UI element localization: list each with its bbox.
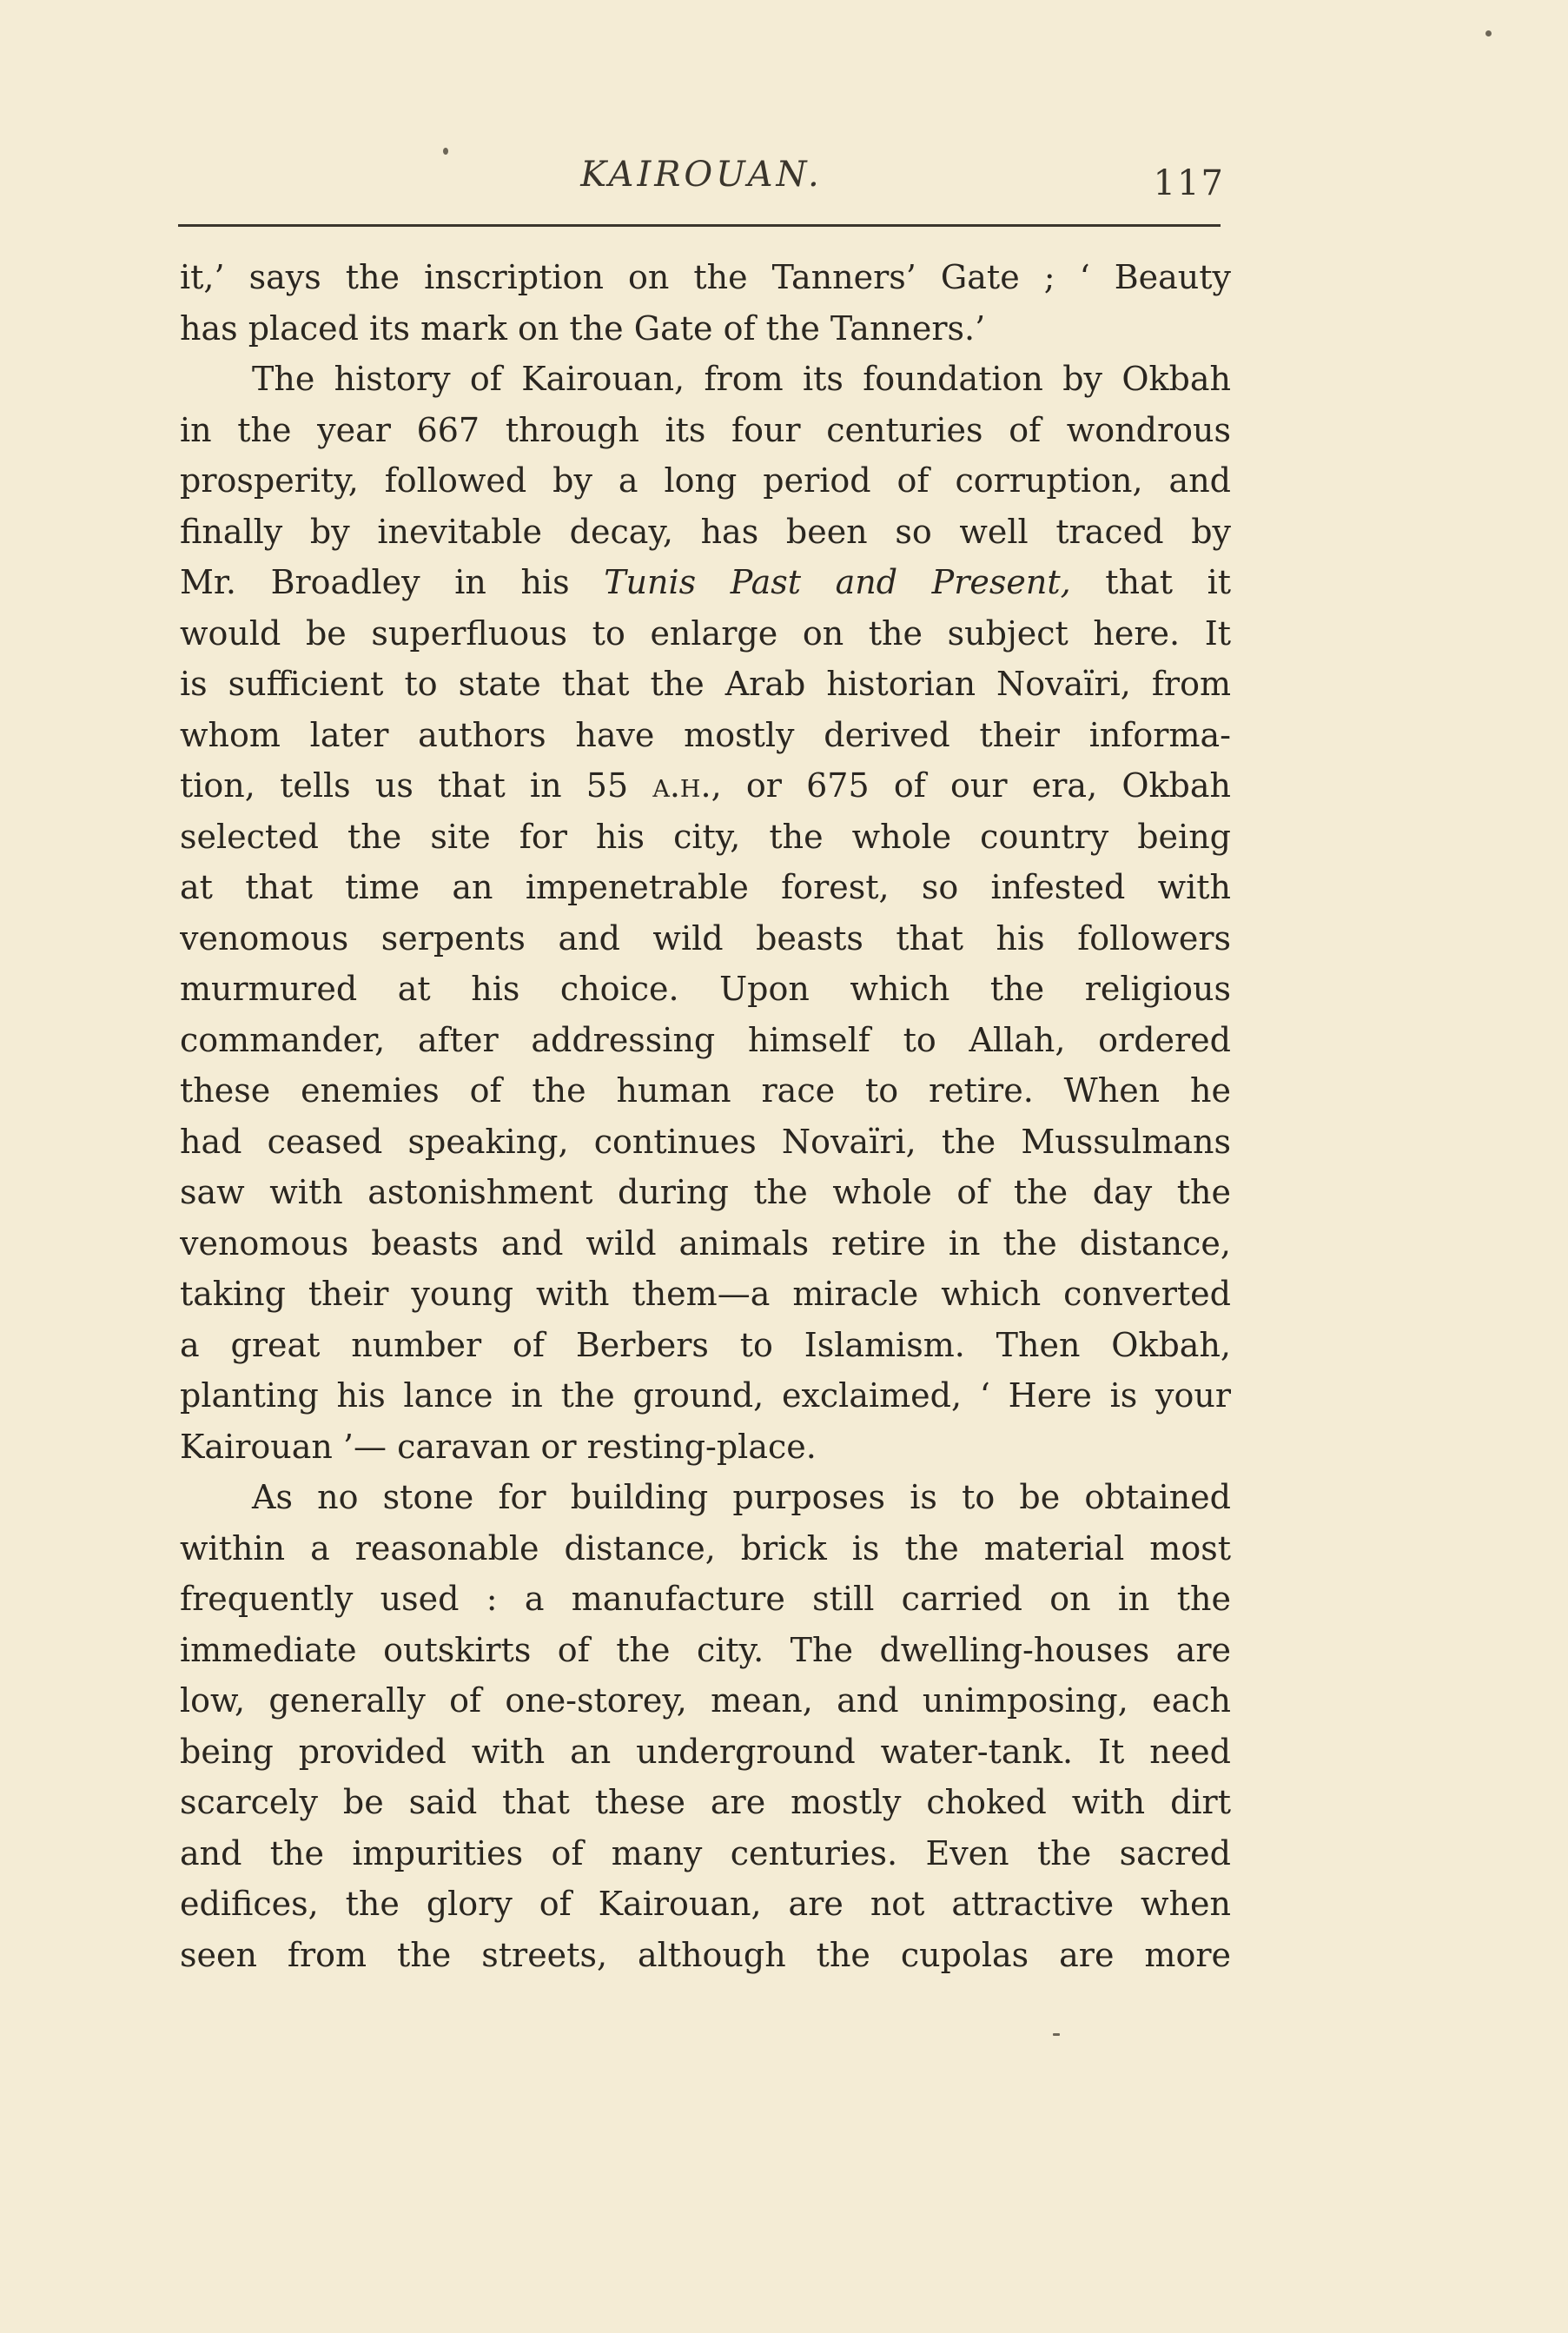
text-run: that it (1070, 563, 1231, 601)
text-line: scarcely be said that these are mostly choked with dirt (180, 1783, 1231, 1821)
era-abbreviation: a.h. (652, 766, 711, 805)
paper-speck (1053, 2033, 1060, 2036)
text-line: a great number of Berbers to Islamism. Then Okbah, (180, 1325, 1231, 1364)
text-line: As no stone for building purposes is to be obtained (252, 1478, 1231, 1516)
text-line: frequently used : a manufacture still carried on in the (180, 1580, 1231, 1618)
header-rule (178, 224, 1221, 227)
text-run: Mr. Broadley in his (180, 563, 605, 601)
text-line: finally by inevitable decay, has been so well traced by (180, 512, 1231, 551)
text-line: in the year 667 through its four centuries of wondrous (180, 410, 1231, 449)
text-line: at that time an impenetrable forest, so infested with (180, 868, 1231, 906)
text-line: and the impurities of many centuries. Even the sacred (180, 1833, 1231, 1872)
text-line: these enemies of the human race to retire. When he (180, 1071, 1231, 1110)
page-number: 117 (1153, 163, 1225, 203)
text-line: commander, after addressing himself to Allah, ordered (180, 1020, 1231, 1059)
text-line: is sufficient to state that the Arab historian Novaïri, from (180, 665, 1231, 703)
text-line: planting his lance in the ground, exclaimed, ‘ Here is your (180, 1376, 1231, 1415)
text-line: would be superfluous to enlarge on the subject here. It (180, 613, 1231, 653)
text-line: had ceased speaking, continues Novaïri, the Mussulmans (180, 1122, 1231, 1161)
page-header (178, 155, 1225, 224)
text-line: immediate outskirts of the city. The dwelling-houses are (180, 1630, 1231, 1669)
text-line: murmured at his choice. Upon which the religious (180, 970, 1231, 1008)
text-line (180, 760, 1231, 812)
text-line: within a reasonable distance, brick is the material most (180, 1528, 1231, 1567)
text-line: The history of Kairouan, from its foundation by Okbah (252, 360, 1231, 398)
text-line: venomous beasts and wild animals retire in the distance, (180, 1223, 1231, 1263)
text-run: tion, tells us that in 55 (180, 766, 653, 805)
text-line: selected the site for his city, the whole country being (180, 817, 1231, 856)
text-line (180, 557, 1231, 608)
paper-speck (443, 148, 448, 155)
text-line: prosperity, followed by a long period of corruption, and (180, 461, 1231, 500)
text-line: venomous serpents and wild beasts that his followers (180, 918, 1231, 958)
text-line: low, generally of one-storey, mean, and unimposing, each (180, 1681, 1231, 1720)
text-line: it,’ says the inscription on the Tanners’ Gate ; ‘ Beauty (180, 258, 1231, 296)
text-line: has placed its mark on the Gate of the Tanners.’ (180, 308, 986, 348)
paper-speck (1485, 30, 1492, 36)
book-title: Tunis Past and Present, (604, 563, 1071, 601)
text-run: , or 675 of our era, Okbah (711, 766, 1231, 805)
running-title: KAIROUAN. (580, 155, 823, 195)
text-line: seen from the streets, although the cupolas are more (180, 1935, 1231, 1974)
text-line: taking their young with them—a miracle which converted (180, 1275, 1231, 1313)
text-line: being provided with an underground water-tank. It need (180, 1732, 1231, 1771)
text-line: whom later authors have mostly derived their informa- (180, 715, 1231, 754)
text-line: edifices, the glory of Kairouan, are not attractive when (180, 1885, 1231, 1923)
text-line: saw with astonishment during the whole of the day the (180, 1173, 1231, 1211)
body-text (180, 252, 1231, 1980)
text-line: Kairouan ’— caravan or resting-place. (180, 1427, 817, 1466)
